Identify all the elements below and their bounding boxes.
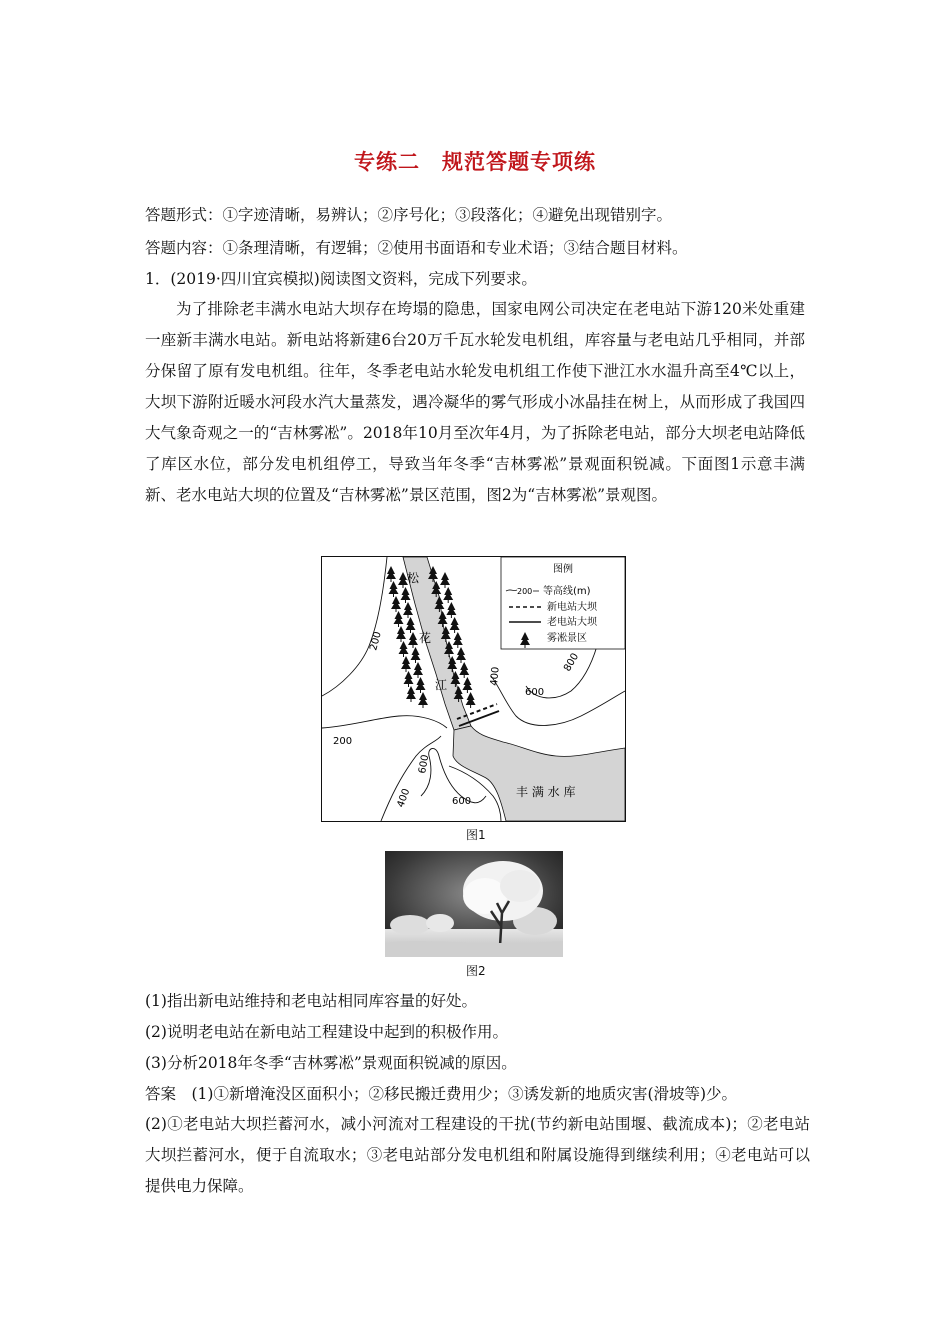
contour-label: 200 bbox=[333, 736, 353, 747]
sub-question-2: (2)说明老电站在新电站工程建设中起到的积极作用。 bbox=[145, 1023, 508, 1041]
sub-question-3: (3)分析2018年冬季“吉林雾凇”景观面积锐减的原因。 bbox=[145, 1054, 517, 1072]
figure1-map bbox=[321, 556, 626, 822]
reservoir-label: 丰 满 水 库 bbox=[516, 785, 576, 799]
figure2-rime-photo bbox=[385, 851, 563, 957]
contour-label: 800 bbox=[562, 651, 582, 674]
legend-contour: 等高线(m) bbox=[543, 586, 591, 597]
contour-label: 600 bbox=[525, 687, 545, 698]
map-legend bbox=[501, 557, 625, 649]
answer-2: (2)①老电站大坝拦蓄河水，减小河流对工程建设的干扰(节约新电站围堰、截流成本)；②老电站大坝拦蓄河水，便于自流取水；③老电站部分发电机组和附属设施得到继续利用；④老电站可以提供电力保障。 bbox=[145, 1115, 810, 1195]
contour-label: 400 bbox=[395, 787, 413, 810]
contour-label: 600 bbox=[452, 796, 472, 807]
answer-1: 答案 (1)①新增淹没区面积小；②移民搬迁费用少；③诱发新的地质灾害(滑坡等)少。 bbox=[145, 1085, 738, 1103]
legend-new-dam: 新电站大坝 bbox=[547, 602, 597, 613]
legend-title: 图例 bbox=[553, 564, 573, 575]
legend-old-dam: 老电站大坝 bbox=[547, 617, 597, 628]
river-label: 松 bbox=[407, 571, 420, 585]
answer-form-rules: 答题形式：①字迹清晰，易辨认；②序号化；③段落化；④避免出现错别字。 bbox=[145, 206, 673, 224]
contour-label: 400 bbox=[489, 666, 502, 687]
question-number: 1．(2019·四川宜宾模拟)阅读图文资料，完成下列要求。 bbox=[145, 270, 537, 288]
river-label: 花 bbox=[419, 631, 432, 645]
answer-content-rules: 答题内容：①条理清晰，有逻辑；②使用书面语和专业术语；③结合题目材料。 bbox=[145, 239, 688, 257]
page-title: 专练二 规范答题专项练 bbox=[354, 150, 596, 174]
figure1-caption: 图1 bbox=[466, 828, 486, 842]
figure2-caption: 图2 bbox=[466, 964, 486, 978]
sub-question-1: (1)指出新电站维持和老电站相同库容量的好处。 bbox=[145, 992, 477, 1010]
contour-label: 600 bbox=[417, 753, 432, 775]
river-label: 江 bbox=[435, 678, 448, 692]
question-passage: 为了排除老丰满水电站大坝存在垮塌的隐患，国家电网公司决定在老电站下游120米处重建一座新丰满水电站。新电站将新建6台20万千瓦水轮发电机组，库容量与老电站几乎相同，并部分保留了原有发电机组。往年，冬季老电站水轮发电机组工作使下泄江水水温升高至4℃以上，大坝下游附近暖水河段水汽大量蒸发，遇冷凝华的雾气形成小冰晶挂在树上，从而形成了我国四大气象奇观之一的“吉林雾凇”。2018年10月至次年4月，为了拆除老电站，部分大坝老电站降低了库区水位，部分发电机组停工，导致当年冬季“吉林雾凇”景观面积锐减。下面图1示意丰满新、老水电站大坝的位置及“吉林雾凇”景区范围，图2为“吉林雾凇”景观图。 bbox=[145, 300, 805, 504]
contour-label: 200 bbox=[368, 630, 384, 652]
legend-contour-sample: 200 bbox=[517, 587, 533, 596]
legend-rime: 雾凇景区 bbox=[547, 633, 587, 644]
